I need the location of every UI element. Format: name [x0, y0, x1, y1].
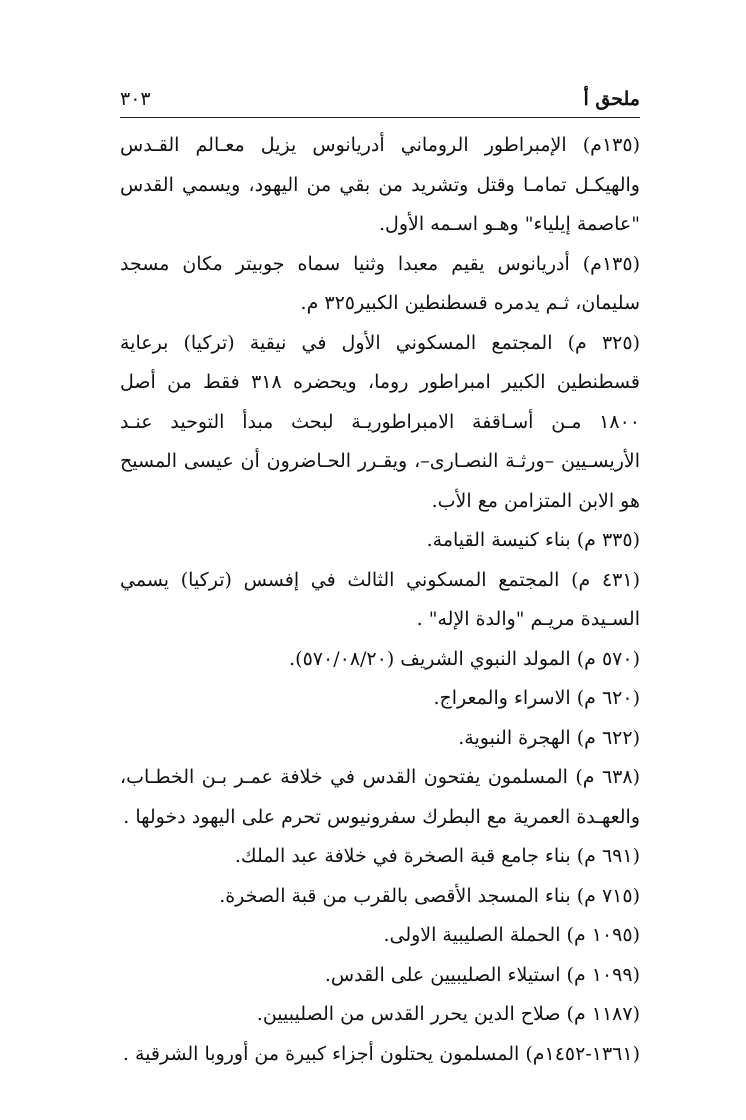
page-number: ٣٠٣	[120, 88, 151, 110]
timeline-entry: (١٣٥م) الإمبراطور الروماني أدريانوس يزيل معـالم القـدس والهيكـل تمامـا وقتل وتشريد من بقي من اليهود، ويسمي القدس "عاصمة إيلياء" وهـو اسـمه الأول.	[120, 134, 640, 235]
timeline-entry: (٦٢٢ م) الهجرة النبوية.	[458, 726, 640, 749]
timeline-entry: (٥٧٠ م) المولد النبوي الشريف (٥٧٠/٠٨/٢٠).	[289, 647, 640, 670]
timeline-entry: (٦٣٨ م) المسلمون يفتحون القدس في خلافة عمـر بـن الخطـاب، والعهـدة العمرية مع البطرك سفرونيوس تحرم على اليهود دخولها .	[120, 766, 640, 828]
timeline-entry: (٦٢٠ م) الاسراء والمعراج.	[433, 687, 640, 709]
timeline-entry: (٧١٥ م) بناء المسجد الأقصى بالقرب من قبة الصخرة.	[219, 884, 640, 907]
timeline-entry: (٦٩١ م) بناء جامع قبة الصخرة في خلافة عبد الملك.	[234, 845, 640, 867]
timeline-entry: (٣٣٥ م) بناء كنيسة القيامة.	[426, 529, 640, 551]
timeline-entry: (١٣٥م) أدريانوس يقيم معبدا وثنيا سماه جوبيتر مكان مسجد سليمان، ثـم يدمره قسطنطين الكبير٣٢٥ م.	[120, 252, 640, 314]
timeline-entry: (١٠٩٥ م) الحملة الصليبية الاولى.	[383, 924, 640, 946]
timeline-list	[120, 126, 640, 1074]
running-header	[120, 84, 640, 114]
timeline-entry: (١٣٦١-١٤٥٢م) المسلمون يحتلون أجزاء كبيرة من أوروبا الشرقية .	[122, 1042, 640, 1065]
timeline-entry: (١٠٩٩ م) استيلاء الصليبيين على القدس.	[324, 963, 640, 986]
timeline-entry: (١١٨٧ م) صلاح الدين يحرر القدس من الصليبيين.	[256, 1003, 640, 1025]
section-title: ملحق أ	[583, 88, 640, 110]
timeline-entry: (٣٢٥ م) المجتمع المسكوني الأول في نيقية (تركيا) برعاية قسطنطين الكبير امبراطور روما، ويحضره ٣١٨ فقط من أصل ١٨٠٠ مـن أسـاقفة الامبراطوريـة لبحث مبدأ التوحيد عنـد الأريسـيين –ورثـة النصـارى–، ويقـرر الحـاضرون أن عيسى المسيح هو الابن المتزامن مع الأب.	[120, 331, 641, 512]
timeline-entry: (٤٣١ م) المجتمع المسكوني الثالث في إفسس (تركيا) يسمي السـيدة مريـم "والدة الإله" .	[120, 568, 640, 630]
header-rule	[120, 117, 640, 118]
